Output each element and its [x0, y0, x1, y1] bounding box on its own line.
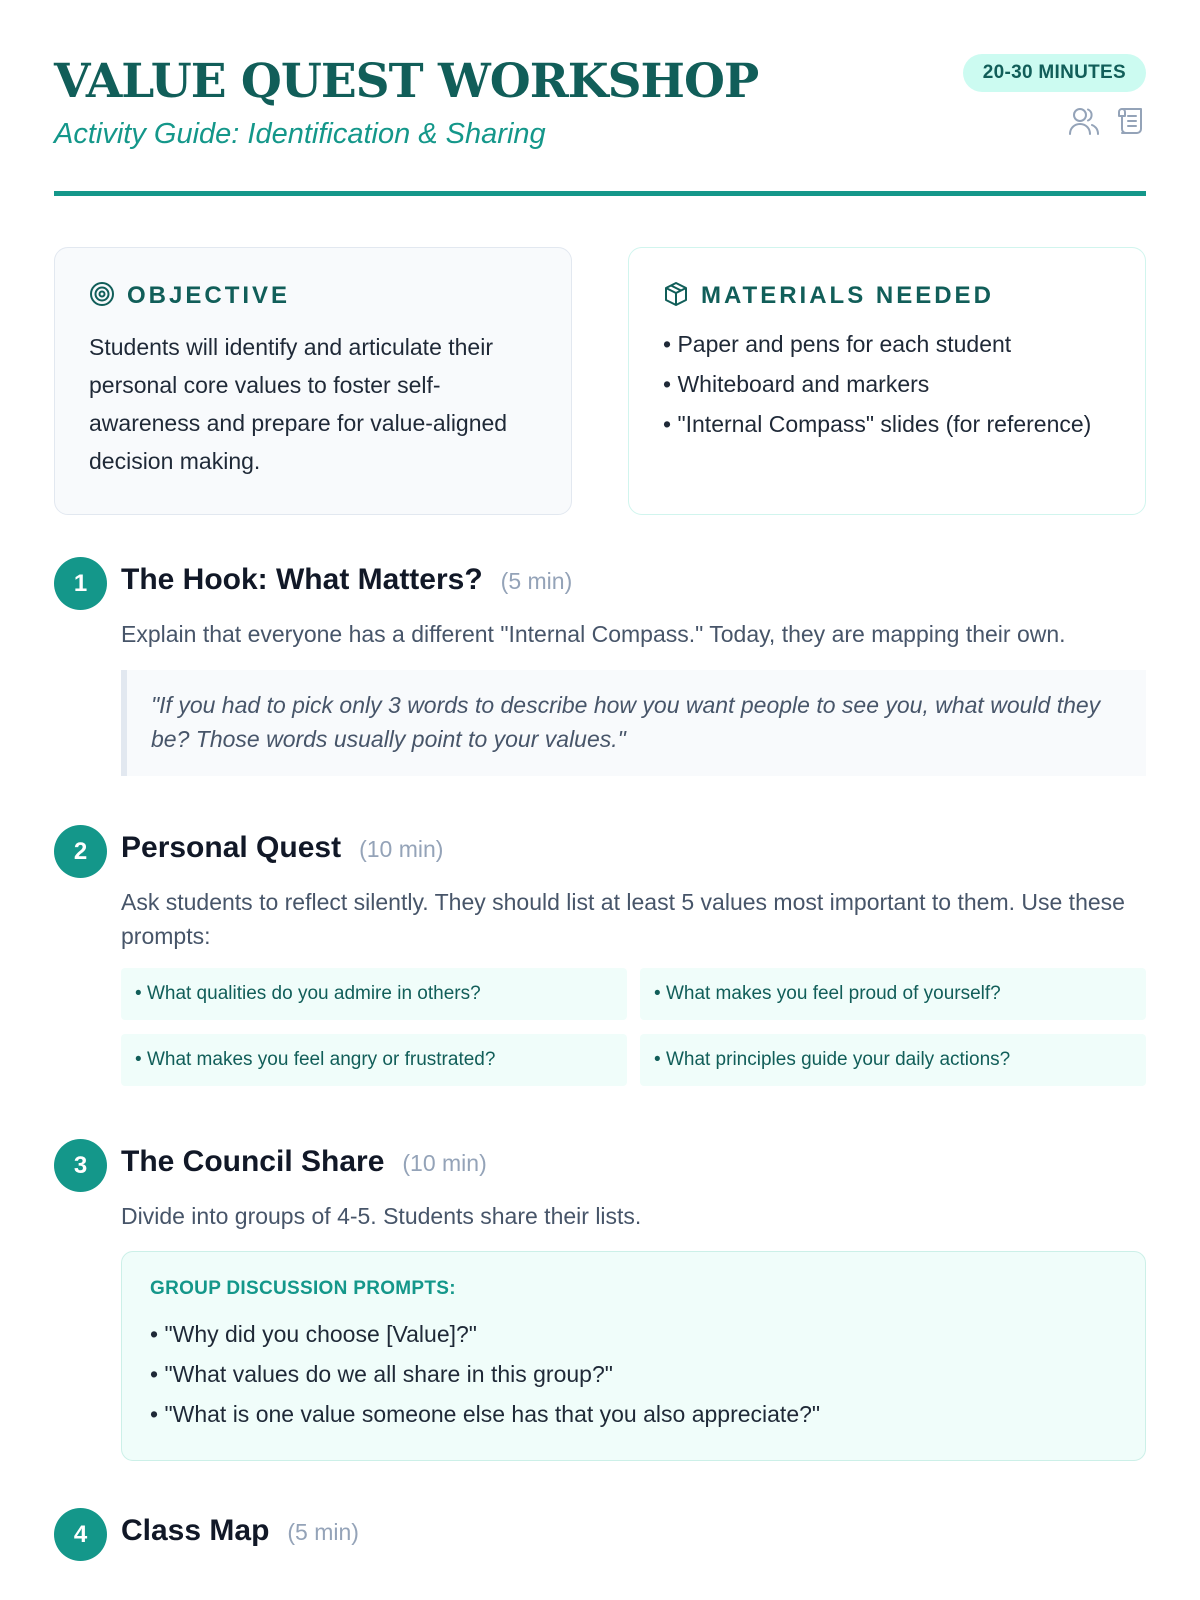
discussion-item: • "Why did you choose [Value]?" [150, 1314, 1117, 1354]
step-header [121, 831, 443, 865]
discussion-list [150, 1314, 1117, 1434]
step-header [121, 563, 572, 597]
scroll-icon [1114, 106, 1146, 136]
step-duration: (5 min) [287, 1519, 359, 1545]
step-description: Explain that everyone has a different "Internal Compass." Today, they are mapping their own. [121, 621, 1066, 647]
step-header [121, 1514, 359, 1548]
duration-badge: 20-30 MINUTES [963, 54, 1146, 92]
objective-header [89, 278, 537, 314]
step-header [121, 1145, 487, 1179]
materials-card [628, 247, 1146, 515]
users-icon [1068, 106, 1100, 136]
discussion-item: • "What values do we all share in this group?" [150, 1354, 1117, 1394]
materials-item: • Whiteboard and markers [663, 368, 1111, 401]
step-duration: (10 min) [359, 836, 444, 862]
step-title: Class Map [121, 1514, 270, 1547]
step-title: Personal Quest [121, 831, 342, 864]
prompt-chip: • What makes you feel proud of yourself? [640, 968, 1146, 1020]
page-subtitle: Activity Guide: Identification & Sharing [54, 118, 546, 150]
activity-guide-page [54, 0, 1146, 1548]
step-duration: (5 min) [500, 568, 573, 594]
step-number-badge: 1 [54, 557, 107, 610]
prompt-chip: • What qualities do you admire in others? [121, 968, 627, 1020]
step-description: Divide into groups of 4-5. Students share their lists. [121, 1203, 642, 1229]
step-title: The Hook: What Matters? [121, 563, 483, 596]
materials-title: MATERIALS NEEDED [701, 282, 994, 309]
step-title: The Council Share [121, 1145, 385, 1178]
prompt-chip: • What principles guide your daily actions? [640, 1034, 1146, 1086]
objective-title: OBJECTIVE [127, 282, 291, 309]
materials-header [663, 278, 1111, 314]
materials-list [663, 328, 1111, 441]
step-number-badge: 3 [54, 1139, 107, 1192]
materials-item: • Paper and pens for each student [663, 328, 1111, 361]
hook-quote: "If you had to pick only 3 words to describe how you want people to see you, what would they be? Those words usually point to your values." [121, 670, 1146, 776]
package-icon [663, 281, 689, 312]
step-number-badge: 4 [54, 1508, 107, 1561]
objective-card [54, 247, 572, 515]
reflection-prompts [121, 968, 1146, 1086]
page-header [54, 0, 1146, 196]
info-cards [54, 247, 1146, 515]
discussion-item: • "What is one value someone else has that you also appreciate?" [150, 1394, 1117, 1434]
step-number-badge: 2 [54, 825, 107, 878]
discussion-prompts-box [121, 1251, 1146, 1461]
materials-item: • "Internal Compass" slides (for reference) [663, 408, 1111, 441]
target-icon [89, 281, 115, 312]
header-icons [1068, 106, 1146, 136]
step-duration: (10 min) [402, 1150, 487, 1176]
page-title: VALUE QUEST WORKSHOP [54, 54, 759, 109]
discussion-title: GROUP DISCUSSION PROMPTS: [150, 1278, 456, 1299]
objective-text: Students will identify and articulate their personal core values to foster self-awareness and prepare for value-aligned decision making. [89, 334, 508, 474]
prompt-chip: • What makes you feel angry or frustrated? [121, 1034, 627, 1086]
step-description: Ask students to reflect silently. They should list at least 5 values most important to them. Use these prompts: [121, 889, 1125, 949]
